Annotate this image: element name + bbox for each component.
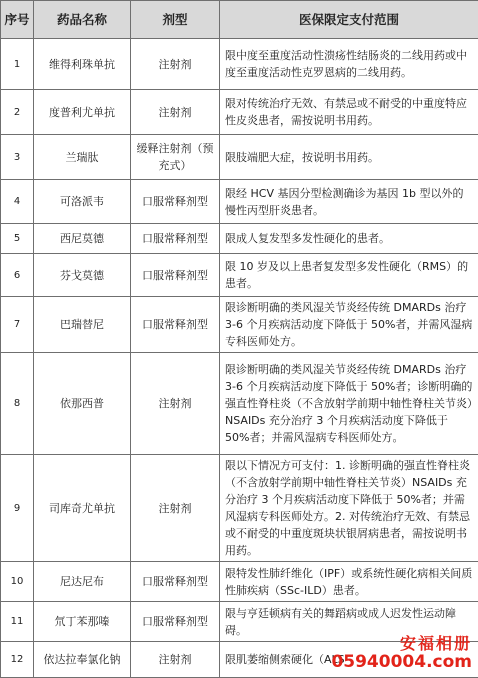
row-dosage-form: 注射剂 (131, 642, 220, 678)
table-row (1, 353, 478, 455)
row-drug-name: 尼达尼布 (34, 562, 131, 602)
table-row (1, 602, 478, 642)
row-dosage-form: 缓释注射剂（预充式） (131, 135, 220, 180)
table-row (1, 562, 478, 602)
row-dosage-form: 注射剂 (131, 39, 220, 90)
table-row (1, 39, 478, 90)
row-drug-name: 芬戈莫德 (34, 254, 131, 297)
row-no: 11 (1, 602, 34, 642)
row-no: 2 (1, 90, 34, 135)
watermark-title: 安福相册 (331, 635, 472, 653)
table-row (1, 642, 478, 678)
header-no: 序号 (1, 1, 34, 39)
table-row (1, 254, 478, 297)
row-dosage-form: 口服常释剂型 (131, 224, 220, 254)
row-payment-scope: 限肌萎缩侧索硬化（ALS (220, 642, 478, 678)
row-payment-scope: 限成人复发型多发性硬化的患者。 (220, 224, 478, 254)
row-payment-scope: 限与亨廷顿病有关的舞蹈病或成人迟发性运动障碍。 (220, 602, 478, 642)
header-dosage-form: 剂型 (131, 1, 220, 39)
watermark-url: 05940004.com (331, 653, 472, 672)
table-row (1, 90, 478, 135)
row-payment-scope: 限特发性肺纤维化（IPF）或系统性硬化病相关间质性肺疾病（SSc-ILD）患者。 (220, 562, 478, 602)
row-no: 7 (1, 297, 34, 353)
row-payment-scope: 限诊断明确的类风湿关节炎经传统 DMARDs 治疗 3-6 个月疾病活动度下降低于 50%者；诊断明确的强直性脊柱炎（不含放射学前期中轴性脊柱关节炎）NSAIDs 充分治疗 3 个月疾病活动度下降低于 50%者；并需风湿病专科医师处方。 (220, 353, 478, 455)
row-payment-scope: 限诊断明确的类风湿关节炎经传统 DMARDs 治疗 3-6 个月疾病活动度下降低于 50%者，并需风湿病专科医师处方。 (220, 297, 478, 353)
row-drug-name: 依那西普 (34, 353, 131, 455)
row-dosage-form: 口服常释剂型 (131, 602, 220, 642)
row-no: 6 (1, 254, 34, 297)
row-payment-scope: 限中度至重度活动性溃疡性结肠炎的二线用药或中度至重度活动性克罗恩病的二线用药。 (220, 39, 478, 90)
row-payment-scope: 限对传统治疗无效、有禁忌或不耐受的中重度特应性皮炎患者，需按说明书用药。 (220, 90, 478, 135)
table-row (1, 297, 478, 353)
table-row (1, 180, 478, 224)
row-drug-name: 巴瑞替尼 (34, 297, 131, 353)
row-drug-name: 氘丁苯那嗪 (34, 602, 131, 642)
row-no: 1 (1, 39, 34, 90)
table-row (1, 455, 478, 562)
row-dosage-form: 口服常释剂型 (131, 254, 220, 297)
row-no: 4 (1, 180, 34, 224)
row-no: 3 (1, 135, 34, 180)
row-no: 10 (1, 562, 34, 602)
row-dosage-form: 口服常释剂型 (131, 562, 220, 602)
row-drug-name: 司库奇尤单抗 (34, 455, 131, 562)
table-header-row (1, 1, 478, 39)
row-dosage-form: 注射剂 (131, 90, 220, 135)
row-drug-name: 维得利珠单抗 (34, 39, 131, 90)
row-dosage-form: 注射剂 (131, 455, 220, 562)
header-drug-name: 药品名称 (34, 1, 131, 39)
row-no: 12 (1, 642, 34, 678)
row-drug-name: 兰瑞肽 (34, 135, 131, 180)
header-payment-scope: 医保限定支付范围 (220, 1, 478, 39)
table-row (1, 224, 478, 254)
row-drug-name: 可洛派韦 (34, 180, 131, 224)
row-payment-scope: 限肢端肥大症，按说明书用药。 (220, 135, 478, 180)
row-no: 8 (1, 353, 34, 455)
row-no: 5 (1, 224, 34, 254)
row-dosage-form: 注射剂 (131, 353, 220, 455)
row-payment-scope: 限以下情况方可支付：1. 诊断明确的强直性脊柱炎（不含放射学前期中轴性脊柱关节炎）NSAIDs 充分治疗 3 个月疾病活动度下降低于 50%者；并需风湿病专科医师处方。2. 对传统治疗无效、有禁忌或不耐受的中重度斑块状银屑病患者，需按说明书用药。 (220, 455, 478, 562)
row-payment-scope: 限经 HCV 基因分型检测确诊为基因 1b 型以外的慢性丙型肝炎患者。 (220, 180, 478, 224)
row-drug-name: 西尼莫德 (34, 224, 131, 254)
row-payment-scope: 限 10 岁及以上患者复发型多发性硬化（RMS）的患者。 (220, 254, 478, 297)
row-no: 9 (1, 455, 34, 562)
row-drug-name: 依达拉奉氯化钠 (34, 642, 131, 678)
row-dosage-form: 口服常释剂型 (131, 297, 220, 353)
row-drug-name: 度普利尤单抗 (34, 90, 131, 135)
row-dosage-form: 口服常释剂型 (131, 180, 220, 224)
table-row (1, 135, 478, 180)
